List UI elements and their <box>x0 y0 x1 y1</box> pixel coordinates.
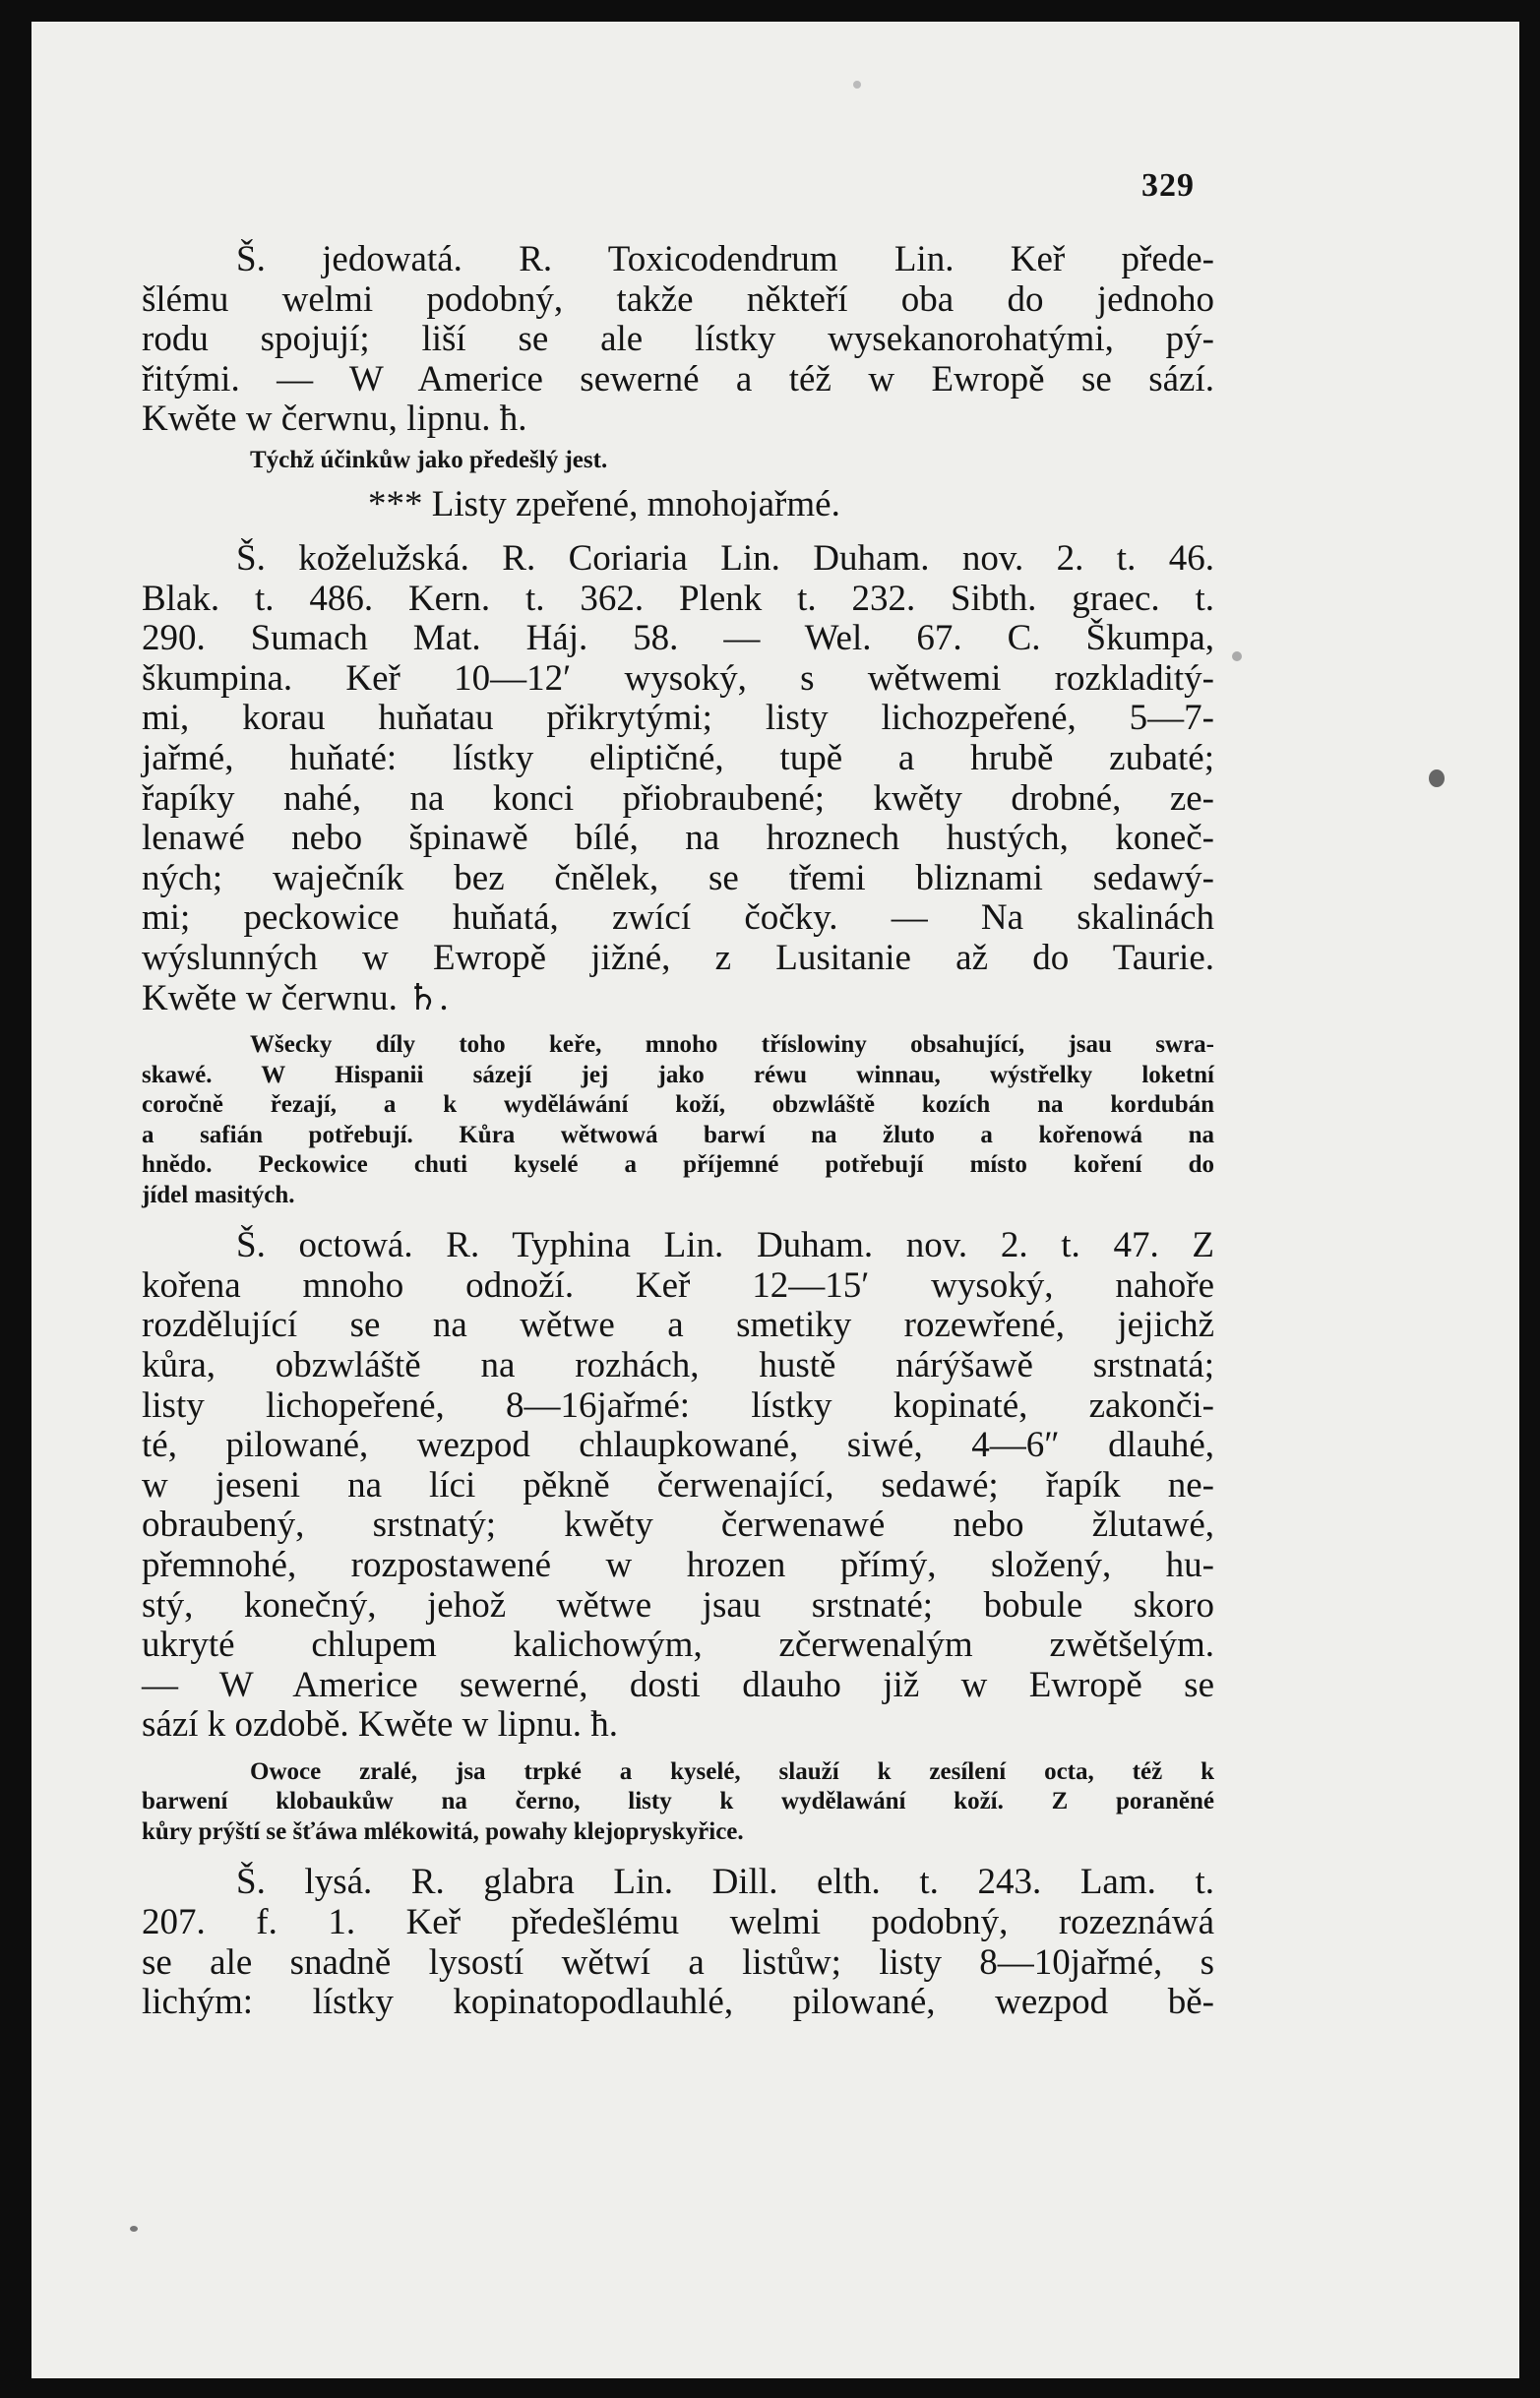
text-line: ukryté chlupem kalichowým, zčerwenalým zwětšelým. <box>142 1625 1214 1666</box>
note-line: barwení klobaukůw na černo, listy k wydělawání koží. Z poraněné <box>142 1788 1214 1815</box>
entry-toxicodendrum <box>142 240 1214 440</box>
text-line: té, pilowané, wezpod chlaupkowané, siwé, 4—6″ dlauhé, <box>142 1425 1214 1466</box>
note-toxicodendrum <box>142 446 1214 476</box>
text-line: Š. jedowatá. R. Toxicodendrum Lin. Keř přede- <box>236 239 1214 279</box>
text-line: Š. octowá. R. Typhina Lin. Duham. nov. 2. t. 47. Z <box>236 1225 1214 1266</box>
note-line: jídel masitých. <box>142 1181 295 1208</box>
book-page <box>31 22 1519 2378</box>
text-line: obraubený, srstnatý; kwěty čerwenawé nebo žlutawé, <box>142 1505 1214 1546</box>
text-line: Kwěte w čerwnu. ♄. <box>142 977 449 1018</box>
text-line: rodu spojují; liší se ale lístky wysekanorohatými, pý- <box>142 319 1214 360</box>
text-line: Š. lysá. R. glabra Lin. Dill. elth. t. 243. Lam. t. <box>236 1862 1214 1903</box>
text-line: listy lichopeřené, 8—16jařmé: lístky kopinaté, zakonči- <box>142 1384 1214 1426</box>
text-line: sází k ozdobě. Kwěte w lipnu. ħ. <box>142 1704 618 1746</box>
text-line: řitými. — W Americe sewerné a též w Ewropě se sází. <box>142 358 1214 400</box>
page-number: 329 <box>1141 167 1195 204</box>
note-coriaria <box>142 1030 1214 1210</box>
note-line: Wšecky díly toho keře, mnoho tříslowiny obsahující, jsau swra- <box>250 1031 1214 1059</box>
text-line: lenawé nebo špinawě bílé, na hroznech hustých, koneč- <box>142 818 1214 859</box>
paper-speck <box>853 81 861 89</box>
paper-speck <box>130 2226 138 2232</box>
text-line: 290. Sumach Mat. Háj. 58. — Wel. 67. C. Škumpa, <box>142 618 1214 659</box>
text-line: ných; waječník bez čnělek, se třemi bliznami sedawý- <box>142 857 1214 898</box>
text-line: 207. f. 1. Keř předešlému welmi podobný, rozeznáwá <box>142 1902 1214 1942</box>
note-line: skawé. W Hispanii sázejí jej jako réwu winnau, wýstřelky loketní <box>142 1061 1214 1088</box>
note-line: hnědo. Peckowice chuti kyselé a příjemné potřebují místo koření do <box>142 1151 1214 1179</box>
note-line: kůry prýští se šťáwa mlékowitá, powahy klejopryskyřice. <box>142 1817 744 1845</box>
text-line: stý, konečný, jehož wětwe jsau srstnaté; bobule skoro <box>142 1584 1214 1626</box>
text-line: lichým: lístky kopinatopodlauhlé, pilowané, wezpod bě- <box>142 1982 1214 2023</box>
note-line: Owoce zralé, jsa trpké a kyselé, slauží k zesílení octa, též k <box>250 1757 1214 1785</box>
text-line: řapíky nahé, na konci přiobraubené; kwěty drobné, ze- <box>142 777 1214 819</box>
entry-glabra <box>142 1863 1214 2022</box>
text-line: šlému welmi podobný, takže někteří oba do jednoho <box>142 278 1214 320</box>
note-typhina <box>142 1757 1214 1848</box>
text-line: škumpina. Keř 10—12′ wysoký, s wětwemi rozkladitý- <box>142 657 1214 699</box>
text-line: kořena mnoho odnoží. Keř 12—15′ wysoký, nahoře <box>142 1264 1214 1306</box>
text-line: přemnohé, rozpostawené w hrozen přímý, složený, hu- <box>142 1544 1214 1585</box>
paper-speck <box>1429 769 1445 787</box>
note-line: Týchž účinkůw jako předešlý jest. <box>250 446 608 473</box>
text-line: mi; peckowice huňatá, zwící čočky. — Na skalinách <box>142 897 1214 939</box>
entry-typhina <box>142 1226 1214 1746</box>
paper-speck <box>1232 651 1242 661</box>
text-line: w jeseni na líci pěkně čerwenající, sedawé; řapík ne- <box>142 1464 1214 1506</box>
text-line: rozdělující se na wětwe a smetiky rozewřené, jejichž <box>142 1305 1214 1346</box>
note-line: coročně řezají, a k wyděláwání koží, obzwláště kozích na kordubán <box>142 1091 1214 1119</box>
section-heading: *** Listy zpeřené, mnohojařmé. <box>368 484 840 525</box>
entry-coriaria <box>142 539 1214 1018</box>
text-line: jařmé, huňaté: lístky eliptičné, tupě a hrubě zubaté; <box>142 738 1214 779</box>
text-line: wýslunných w Ewropě jižné, z Lusitanie až do Taurie. <box>142 938 1214 978</box>
text-line: Kwěte w čerwnu, lipnu. ħ. <box>142 399 527 440</box>
text-line: kůra, obzwláště na rozhách, hustě nárýšawě srstnatá; <box>142 1344 1214 1385</box>
text-line: Š. koželužská. R. Coriaria Lin. Duham. nov. 2. t. 46. <box>236 538 1214 580</box>
text-line: se ale snadně lysostí wětwí a listůw; listy 8—10jařmé, s <box>142 1941 1214 1983</box>
text-line: mi, korau huňatau přikrytými; listy lichozpeřené, 5—7- <box>142 698 1214 739</box>
page-text <box>142 240 1214 2023</box>
text-line: Blak. t. 486. Kern. t. 362. Plenk t. 232. Sibth. graec. t. <box>142 578 1214 619</box>
note-line: a safián potřebují. Kůra wětwowá barwí na žluto a kořenowá na <box>142 1121 1214 1148</box>
text-line: — W Americe sewerné, dosti dlauho již w Ewropě se <box>142 1664 1214 1705</box>
